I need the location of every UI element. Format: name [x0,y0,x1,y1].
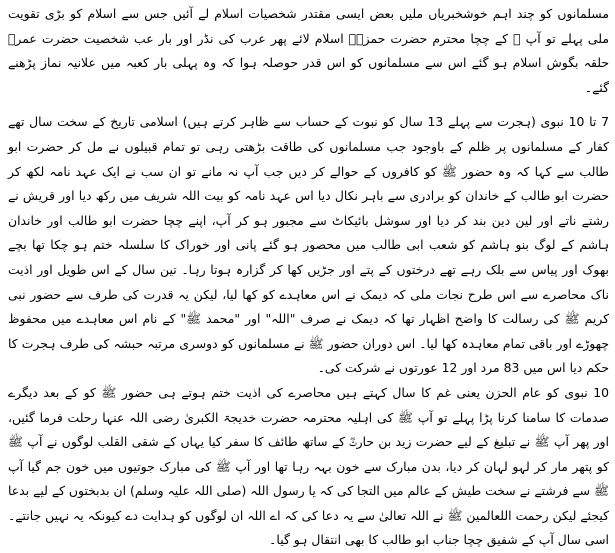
paragraph-year-of-sorrow: 10 نبوی کو عام الحزن یعنی غم کا سال کہتے ہیں محاصرے کی اذیت ختم ہوتے ہی حضور ﷺ کو کے بعد دیگرے صدمات کا سامنا کرنا پڑا پہلے تو آپ ﷺ کی اہلیہ محترمہ حضرت خدیجۃ الکبریٰ رضی اللہ عنہا رحلت فرما گئیں، اور پھر آپ ﷺ نے تبلیغ کے لیے حضرت زید بن حارثؓ کے ساتھ طائف کا سفر کیا یہاں کے شقی القلب لوگوں نے آپ ﷺ کو پتھر مار کر لہو لہان کر دیا، بدن مبارک سے خون بہہ رہا تھا اور آپ ﷺ کی مبارک جوتیوں میں خون جم گیا آپ ﷺ سے فرشتے نے سخت طیش کے عالم میں التجا کی کہ یا رسول اللہ (صلی اللہ علیہ وسلم) ان بدبختوں کے لیے بدعا کیجئے لیکن رحمت اللعالمین ﷺ نے اللہ تعالیٰ سے یہ دعا کی کہ اے اللہ ان لوگوں کو ہدایت دے کیونکہ یہ نہیں جانتے۔ اسی سال آپ کے شفیق چچا جناب ابو طالب کا بھی انتقال ہو گیا۔ [8,384,609,548]
paragraph-boycott: 7 تا 10 نبوی (ہجرت سے پہلے 13 سال کو نبوت کے حساب سے ظاہر کرتے ہیں) اسلامی تاریخ کے سخت سال تھے کفار کے مسلمانوں پر ظلم کے باوجود جب مسلمانوں کی طاقت بڑھتی رہی تو تمام قبیلوں نے مل کر حضرت ابو طالب سے کہا کہ وہ حضور ﷺ کو کافروں کے حوالے کر دیں جب آپ نہ مانے تو ان سب نے ایک عہد نامہ لکھ کر حضرت ابو طالب کے خاندان کو برادری سے باہر نکال دیا اس عہد نامہ کو بیت اللہ شریف میں رکھ دیا اور قریش نے رشتے ناتے اور لین دین بند کر دیا اور سوشل بائیکاٹ سے مجبور ہو کر آپ، اپنے چچا حضرت ابو طالب اور خاندان ہاشم کے لوگ بنو ہاشم کو شعب ابی طالب میں محصور ہو گئے پانی اور خوراک کا سلسلہ ختم ہو چکا تھا بچے بھوک اور پیاس سے بلک رہے تھے درختوں کے پتے اور جڑیں کھا کر گزارہ ہوتا رہا۔ تین سال کے اس طویل اور اذیت ناک محاصرے سے اس طرح نجات ملی کہ دیمک نے اس معاہدے کو کھا لیا، لیکن یہ قدرت کی طرف سے حضور نبی کریم ﷺ کی رسالت کا واضح اظہار تھا کہ دیمک نے صرف "اللہ" اور "محمد ﷺ" کے نام اس معاہدے میں محفوظ چھوڑے اور باقی تمام معاہدہ کھا لیا۔ اس دوران حضور ﷺ نے مسلمانوں کو دوسری مرتبہ حبشہ کی طرف ہجرت کا حکم دیا اس میں 83 مرد اور 12 عورتوں نے شرکت کی۔ [8,114,609,376]
paragraph-conversions: مسلمانوں کو چند اہم خوشخبریاں ملیں بعض ایسی مقتدر شخصیات اسلام لے آئیں جس سے اسلام کو بڑی تقویت ملی پہلے تو آپ ﷺ کے چچا محترم حضرت حمزہؓ اسلام لائے پھر عرب کی نڈر اور بار عب شخصیت حضرت عمرؓ حلقہ بگوش اسلام ہو گئے اس سے مسلمانوں کو اس قدر حوصلہ ہوا کہ وہ پہلی بار کعبہ میں علانیہ نماز پڑھنے گئے۔ [8,6,609,95]
